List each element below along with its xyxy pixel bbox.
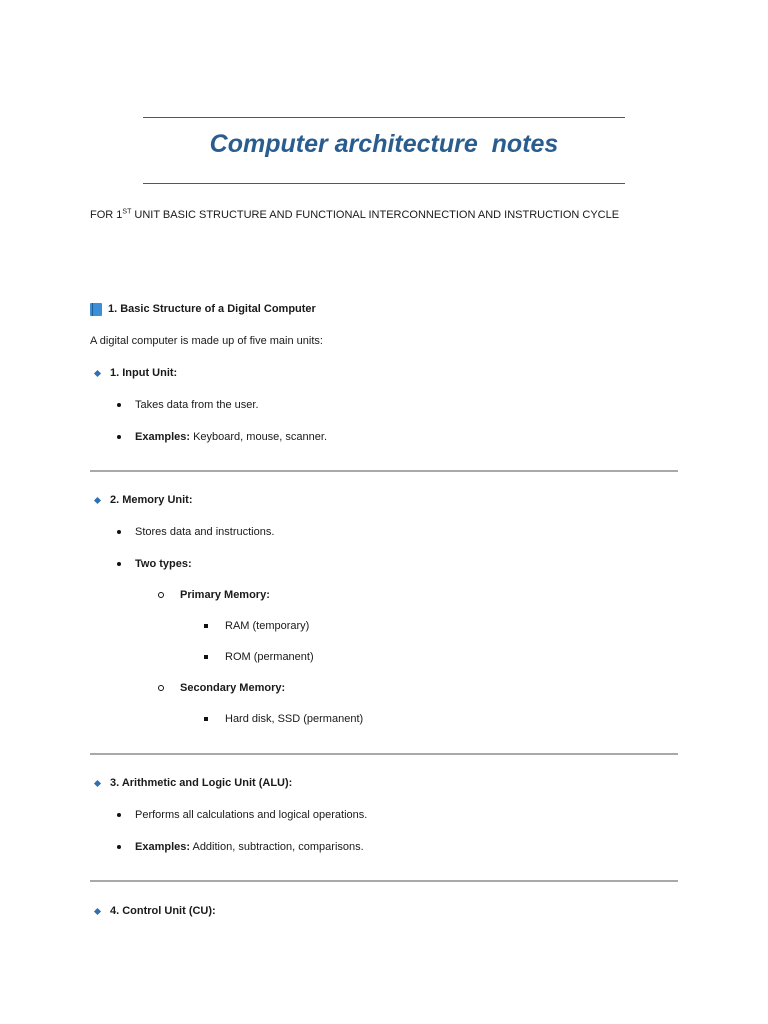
bullet-square-icon bbox=[204, 624, 208, 628]
memory-unit-heading bbox=[95, 493, 193, 507]
list-item-text: Takes data from the user. bbox=[135, 399, 259, 411]
list-item bbox=[117, 430, 327, 444]
bullet-dot-icon bbox=[117, 845, 121, 849]
examples-text: Addition, subtraction, comparisons. bbox=[190, 841, 364, 853]
primary-memory-label: Primary Memory: bbox=[180, 589, 270, 601]
section-divider bbox=[90, 470, 678, 472]
subtitle bbox=[90, 208, 619, 222]
examples-label: Examples: bbox=[135, 841, 191, 853]
list-item-text: ROM (permanent) bbox=[225, 651, 314, 663]
bullet-square-icon bbox=[204, 717, 208, 721]
list-item bbox=[117, 398, 259, 412]
bullet-dot-icon bbox=[117, 435, 121, 439]
subtitle-rest: UNIT BASIC STRUCTURE AND FUNCTIONAL INTERCONNECTION AND INSTRUCTION CYCLE bbox=[131, 209, 620, 221]
list-item-text bbox=[135, 430, 327, 444]
section-heading-text: 1. Basic Structure of a Digital Computer bbox=[108, 303, 316, 315]
intro-text: A digital computer is made up of five main units: bbox=[90, 335, 323, 347]
diamond-bullet-icon bbox=[94, 369, 101, 376]
control-unit-heading-text: 4. Control Unit (CU): bbox=[110, 905, 216, 917]
book-icon bbox=[90, 303, 102, 316]
title-rule-top bbox=[143, 117, 625, 118]
list-item bbox=[204, 712, 363, 726]
section-heading bbox=[90, 302, 316, 316]
memory-unit-heading-text: 2. Memory Unit: bbox=[110, 494, 193, 506]
section-divider bbox=[90, 880, 678, 882]
alu-heading-text: 3. Arithmetic and Logic Unit (ALU): bbox=[110, 777, 293, 789]
list-item-text: Performs all calculations and logical operations. bbox=[135, 809, 368, 821]
input-unit-heading bbox=[95, 366, 177, 380]
input-unit-heading-text: 1. Input Unit: bbox=[110, 367, 178, 379]
secondary-memory-label: Secondary Memory: bbox=[180, 682, 286, 694]
secondary-memory-item bbox=[158, 681, 285, 695]
list-item-text: RAM (temporary) bbox=[225, 620, 310, 632]
bullet-square-icon bbox=[204, 655, 208, 659]
list-item bbox=[117, 840, 364, 854]
bullet-dot-icon bbox=[117, 403, 121, 407]
bullet-dot-icon bbox=[117, 562, 121, 566]
bullet-dot-icon bbox=[117, 813, 121, 817]
title-rule-bottom bbox=[143, 183, 625, 184]
list-item-text: Two types: bbox=[135, 558, 192, 570]
subtitle-prefix: FOR 1 bbox=[90, 209, 123, 221]
diamond-bullet-icon bbox=[94, 496, 101, 503]
diamond-bullet-icon bbox=[94, 779, 101, 786]
list-item-text bbox=[135, 840, 364, 854]
list-item bbox=[204, 619, 309, 633]
page-title: Computer architecture notes bbox=[209, 130, 559, 158]
examples-label: Examples: bbox=[135, 431, 191, 443]
list-item bbox=[204, 650, 314, 664]
control-unit-heading bbox=[95, 904, 216, 918]
examples-text: Keyboard, mouse, scanner. bbox=[190, 431, 327, 443]
list-item bbox=[117, 525, 274, 539]
bullet-dot-icon bbox=[117, 530, 121, 534]
alu-heading bbox=[95, 776, 292, 790]
list-item-text: Stores data and instructions. bbox=[135, 526, 275, 538]
list-item bbox=[117, 557, 192, 571]
list-item bbox=[117, 808, 367, 822]
subtitle-superscript: ST bbox=[122, 208, 132, 216]
bullet-ring-icon bbox=[158, 685, 164, 691]
list-item-text: Hard disk, SSD (permanent) bbox=[225, 713, 364, 725]
diamond-bullet-icon bbox=[94, 907, 101, 914]
primary-memory-item bbox=[158, 588, 270, 602]
section-divider bbox=[90, 753, 678, 755]
bullet-ring-icon bbox=[158, 592, 164, 598]
